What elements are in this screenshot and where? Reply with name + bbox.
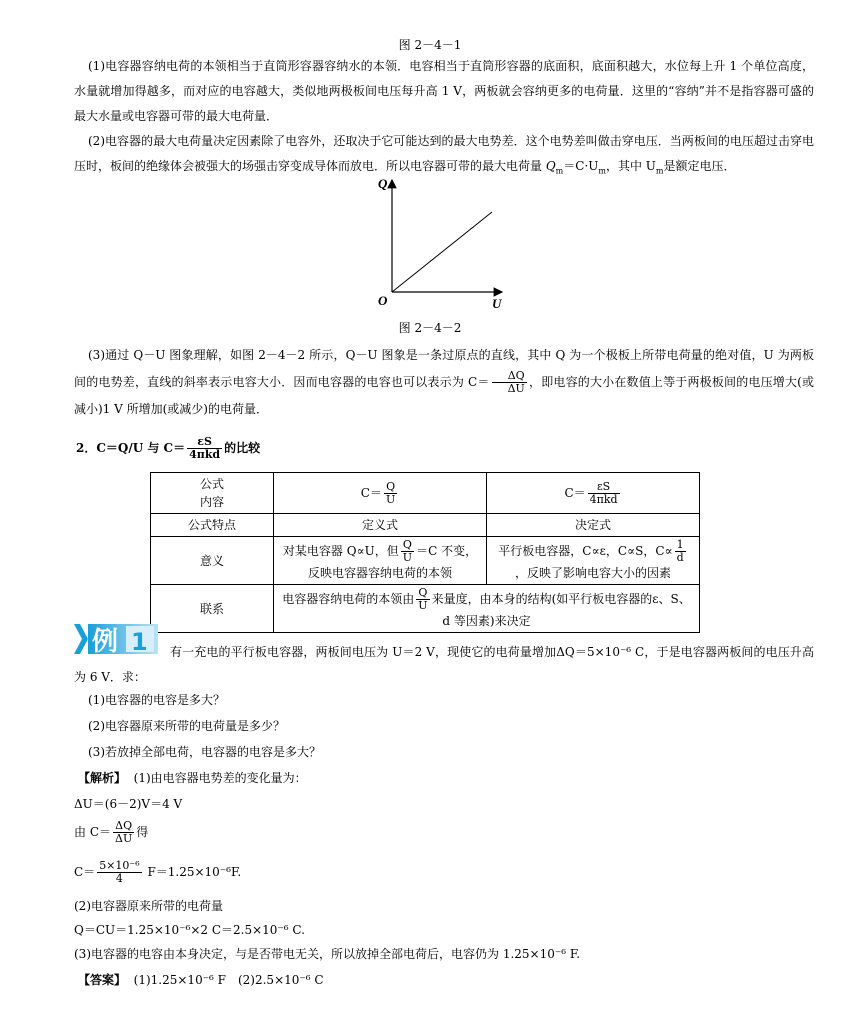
question-2: (2)电容器原来所带的电荷量是多少？ [88,719,285,733]
analysis-line-4: C＝ $\frac{\text{5×10⁻⁶}}{4}$ F＝1.25×10⁻⁶F. [74,859,242,885]
paragraph-2-text: (2)电容器的最大电荷量决定因素除了电容外，还取决于它可能达到的最大电势差．这个电势差叫做击穿电压．当两板间的电压超过击穿电压时，板间的绝缘体会被强大的场强击穿变成导体而放电．所以电容器可带的最大电荷量 [74,134,814,173]
figure-caption-2-4-2: 图 2－4－2 [398,321,462,335]
paragraph-1: (1)电容器容纳电荷的本领相当于直筒形容器容纳水的本领．电容相当于直筒形容器的底面积，底面积越大，水位每上升 1 个单位高度，水量就增加得越多，而对应的电容越大，类似地两极板间电压每升高 1 V，两板就会容纳更多的电荷量．这里的“容纳”并不是指容器可盛的最大水量或电容器可带的最大电荷量． [74,59,814,123]
u-axis-label: U [492,296,502,311]
question-1: (1)电容器的电容是多大？ [88,693,225,707]
analysis-line-1: 【解析】 (1)由电容器电势差的变化量为： [78,771,307,785]
table-cell: 公式特点 [151,514,274,537]
table-row [151,473,700,514]
table-row [151,585,700,633]
table-cell: 对某电容器 Q∝U，但 $\frac{Q}{U}$ ＝C 不变，反映电容器容纳电荷的本领 [274,537,487,585]
figure-caption-2-4-1: 图 2－4－1 [398,38,462,52]
answer-label: 【答案】 [78,973,127,987]
section-2-heading: 2．C＝Q/U 与 C＝ $\frac{\varepsilon S}{\text{4πkd}}$ 的比较 [76,435,261,461]
analysis-label: 【解析】 [78,771,127,785]
table-row [151,537,700,585]
paragraph-3: (3)通过 Q－U 图象理解，如图 2－4－2 所示，Q－U 图象是一条过原点的直线，其中 Q 为一个极板上所带电荷量的绝对值，U 为两板间的电势差，直线的斜率表示电容大小．因而电容器的电容也可以表示为 C＝ $\frac{\Delta Q}{\Delta U}$ ，即电容的大小在数值上等于两极板间的电压增大(或减小)1 V 所增加(或减少)的电荷量． [74,348,815,416]
table-cell: 平行板电容器，C∝ε，C∝S，C∝ $\frac{1}{d}$ ，反映了影响电容大小的因素 [487,537,700,585]
table-cell: 定义式 [274,514,487,537]
q-u-line [392,212,492,292]
table-cell-formula-def: C＝ $\frac{Q}{U}$ [274,473,487,514]
paragraph-2: (2)电容器的最大电荷量决定因素除了电容外，还取决于它可能达到的最大电势差．这个电势差叫做击穿电压．当两板间的电压超过击穿电压时，板间的绝缘体会被强大的场强击穿变成导体而放电．所以电容器可带的最大电荷量 $Q_m=C\cdot U_m$，其中 $U_m$是额定电压． [74,134,814,176]
q-axis-label: Q [378,176,388,191]
table-row [151,514,700,537]
fraction-dq-du: $\frac{\Delta Q}{\Delta U}$ [492,370,527,395]
analysis-line-2: ΔU＝(6－2)V＝4 V [74,797,183,811]
table-cell: 联系 [151,585,274,633]
table-cell: 决定式 [487,514,700,537]
analysis-line-6: Q＝CU＝1.25×10⁻⁶×2 C＝2.5×10⁻⁶ C. [74,923,305,937]
comparison-table [150,472,700,633]
analysis-line-7: (3)电容器的电容由本身决定，与是否带电无关，所以放掉全部电荷后，电容仍为 1.25×10⁻⁶ F. [74,947,581,961]
analysis-line-3: 由 C＝ $\frac{\Delta Q}{\Delta U}$ 得 [74,819,149,845]
example-question: 有一充电的平行板电容器，两板间电压为 U＝2 V，现使它的电荷量增加ΔQ＝5×10⁻⁶ C，于是电容器两板间的电压升高为 6 V．求： [74,645,814,684]
table-cell-header: 公式 内容 [151,473,274,514]
origin-label: O [378,293,388,308]
table-cell: 电容器容纳电荷的本领由 $\frac{Q}{U}$ 来量度，由本身的结构(如平行板电容器的ε、S、d 等因素)来决定 [274,585,700,633]
answer-line: 【答案】 (1)1.25×10⁻⁶ F (2)2.5×10⁻⁶ C [78,973,324,987]
table-cell-formula-det: C＝ $\frac{\varepsilon S}{\text{4πkd}}$ [487,473,700,514]
table-cell: 意义 [151,537,274,585]
paragraph-2-formula: $Q_m=C\cdot U_m$ [545,159,606,176]
example-label: 例 [92,627,119,656]
analysis-line-5: (2)电容器原来所带的电荷量 [74,899,223,913]
question-3: (3)若放掉全部电荷，电容器的电容是多大？ [88,745,321,759]
example-number: 1 [131,628,148,656]
q-u-graph [370,172,510,312]
